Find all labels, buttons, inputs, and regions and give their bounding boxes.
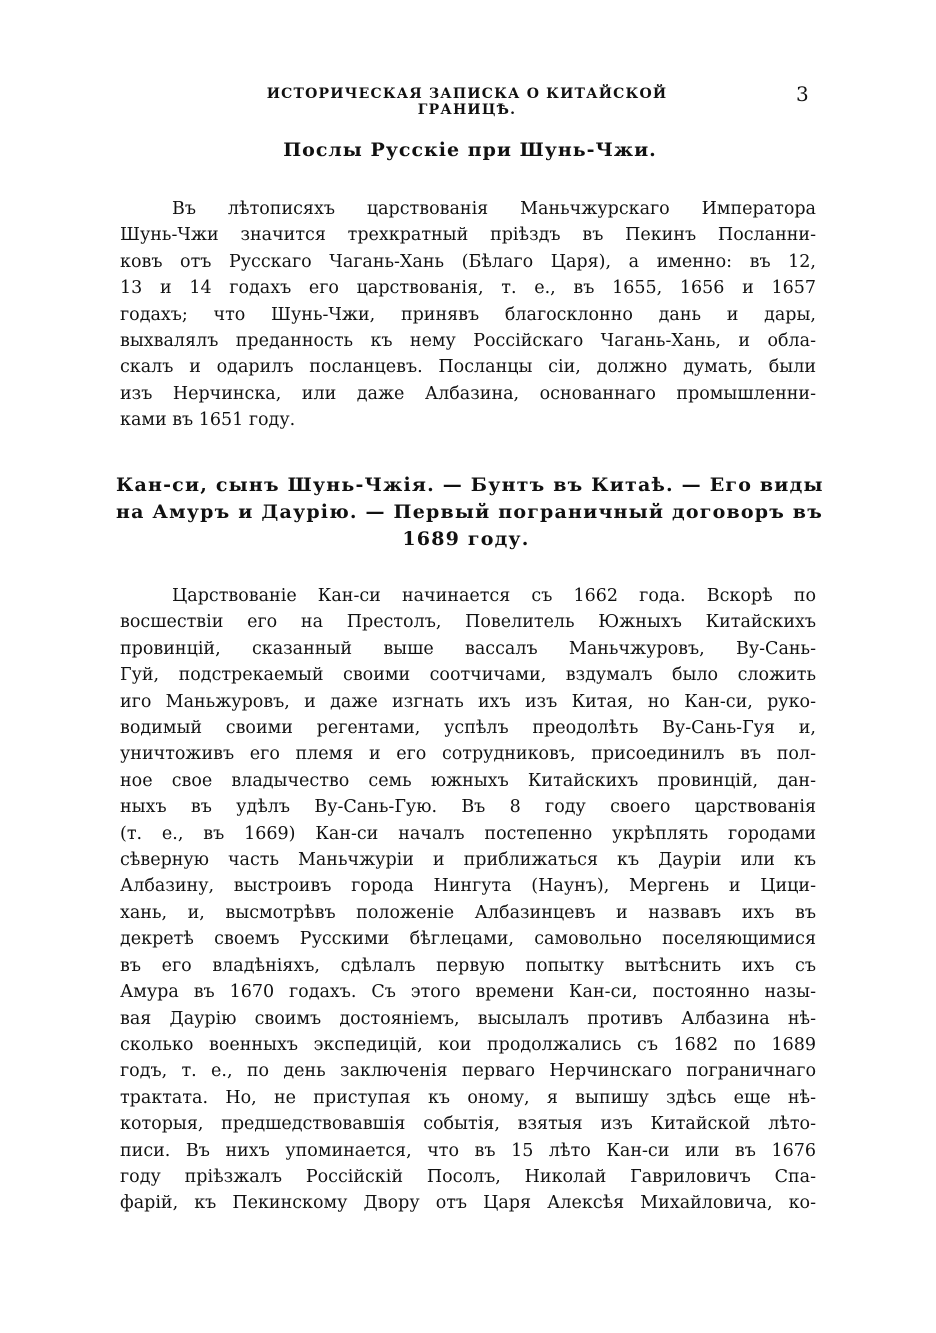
text-line: изъ Нерчинска, или даже Албазина, основаннаго промышленни- <box>120 383 816 404</box>
text-line: вая Даурію своимъ достояніемъ, высылалъ противъ Албазина нѣ- <box>120 1008 816 1029</box>
text-line: Въ лѣтописяхъ царствованія Маньчжурскаго Императора <box>172 199 816 219</box>
text-line: декретѣ своемъ Русскими бѣглецами, самовольно поселяющимися <box>120 929 816 950</box>
text-line: въ его владѣніяхъ, сдѣлалъ первую попытку вытѣснить ихъ съ <box>120 955 816 976</box>
text-line: ныхъ въ удѣлъ Ву-Сань-Гую. Въ 8 году своего царствованія <box>120 797 816 818</box>
text-line: водимый своими регентами, успѣлъ преодолѣть Ву-Сань-Гуя и, <box>120 718 816 739</box>
text-line: ное свое владычество семь южныхъ Китайскихъ провинцій, дан- <box>120 770 816 791</box>
text-line: году пріѣзжалъ Россійскій Посолъ, Николай Гавриловичъ Спа- <box>120 1166 816 1187</box>
text-line: иго Маньжуровъ, и даже изгнать ихъ изъ Китая, но Кан-си, руко- <box>120 691 816 712</box>
section-2-paragraph <box>120 583 816 1217</box>
page-number: 3 <box>796 82 809 106</box>
text-line: писи. Въ нихъ упоминается, что въ 15 лѣто Кан-си или въ 1676 <box>120 1140 816 1161</box>
text-line: сколько военныхъ экспедицій, кои продолжались съ 1682 по 1689 <box>120 1034 816 1055</box>
text-line: годъ, т. е., по день заключенія перваго Нерчинскаго пограничнаго <box>120 1061 816 1082</box>
heading-line: 1689 году. <box>402 528 530 550</box>
text-line: Амура въ 1670 годахъ. Съ этого времени Кан-си, постоянно назы- <box>120 982 816 1003</box>
text-line: Албазину, выстроивъ города Нингута (Наунъ), Мергень и Цици- <box>120 876 816 897</box>
text-line: (т. е., въ 1669) Кан-си началъ постепенно укрѣплять городами <box>120 823 816 844</box>
text-line: уничтоживъ его племя и его сотрудниковъ, присоединилъ въ пол- <box>120 744 816 765</box>
text-line: провинцій, сказанный выше вассалъ Маньчжуровъ, Ву-Сань- <box>120 638 816 659</box>
running-head-title: ИСТОРИЧЕСКАЯ ЗАПИСКА О КИТАЙСКОЙ ГРАНИЦѢ. <box>266 86 668 118</box>
section-1-heading: Послы Русскіе при Шунь-Чжи. <box>283 139 657 161</box>
text-line: которыя, предшедствовавшія событія, взятыя изъ Китайской лѣто- <box>120 1114 816 1135</box>
section-2-heading <box>116 472 824 553</box>
text-line: восшествіи его на Престолъ, Повелитель Южныхъ Китайскихъ <box>120 612 816 633</box>
text-line: Шунь-Чжи значится трехкратный пріѣздъ въ Пекинъ Посланни- <box>120 225 816 246</box>
text-line: годахъ; что Шунь-Чжи, принявъ благосклонно дань и дары, <box>120 304 816 325</box>
text-line: скалъ и одарилъ посланцевъ. Посланцы сіи, должно думать, были <box>120 357 816 378</box>
section-1-paragraph <box>120 196 816 434</box>
text-line: трактата. Но, не приступая къ оному, я выпишу здѣсь еще нѣ- <box>120 1087 816 1108</box>
text-line: 13 и 14 годахъ его царствованія, т. е., въ 1655, 1656 и 1657 <box>120 278 816 299</box>
heading-line: Кан-си, сынъ Шунь-Чжія. — Бунтъ въ Китаѣ. — Его виды <box>116 474 824 496</box>
text-line: хань, и, высмотрѣвъ положеніе Албазинцевъ и назвавъ ихъ въ <box>120 902 816 923</box>
heading-line: на Амуръ и Даурію. — Первый пограничный договоръ въ <box>116 501 823 523</box>
text-line: ковъ отъ Русскаго Чагань-Хань (Бѣлаго Царя), а именно: въ 12, <box>120 251 816 272</box>
text-line: сѣверную часть Маньчжуріи и приближаться къ Дауріи или къ <box>120 850 816 871</box>
text-line: ками въ 1651 году. <box>120 410 296 431</box>
text-line: выхвалялъ преданность къ нему Россійскаго Чагань-Хань, и обла- <box>120 331 816 352</box>
text-line: фарій, къ Пекинскому Двору отъ Царя Алексѣя Михайловича, ко- <box>120 1193 816 1214</box>
text-line: Царствованіе Кан-си начинается съ 1662 года. Вскорѣ по <box>172 586 816 606</box>
text-line: Гуй, подстрекаемый своими соотчичами, вздумалъ было сложить <box>120 665 816 686</box>
